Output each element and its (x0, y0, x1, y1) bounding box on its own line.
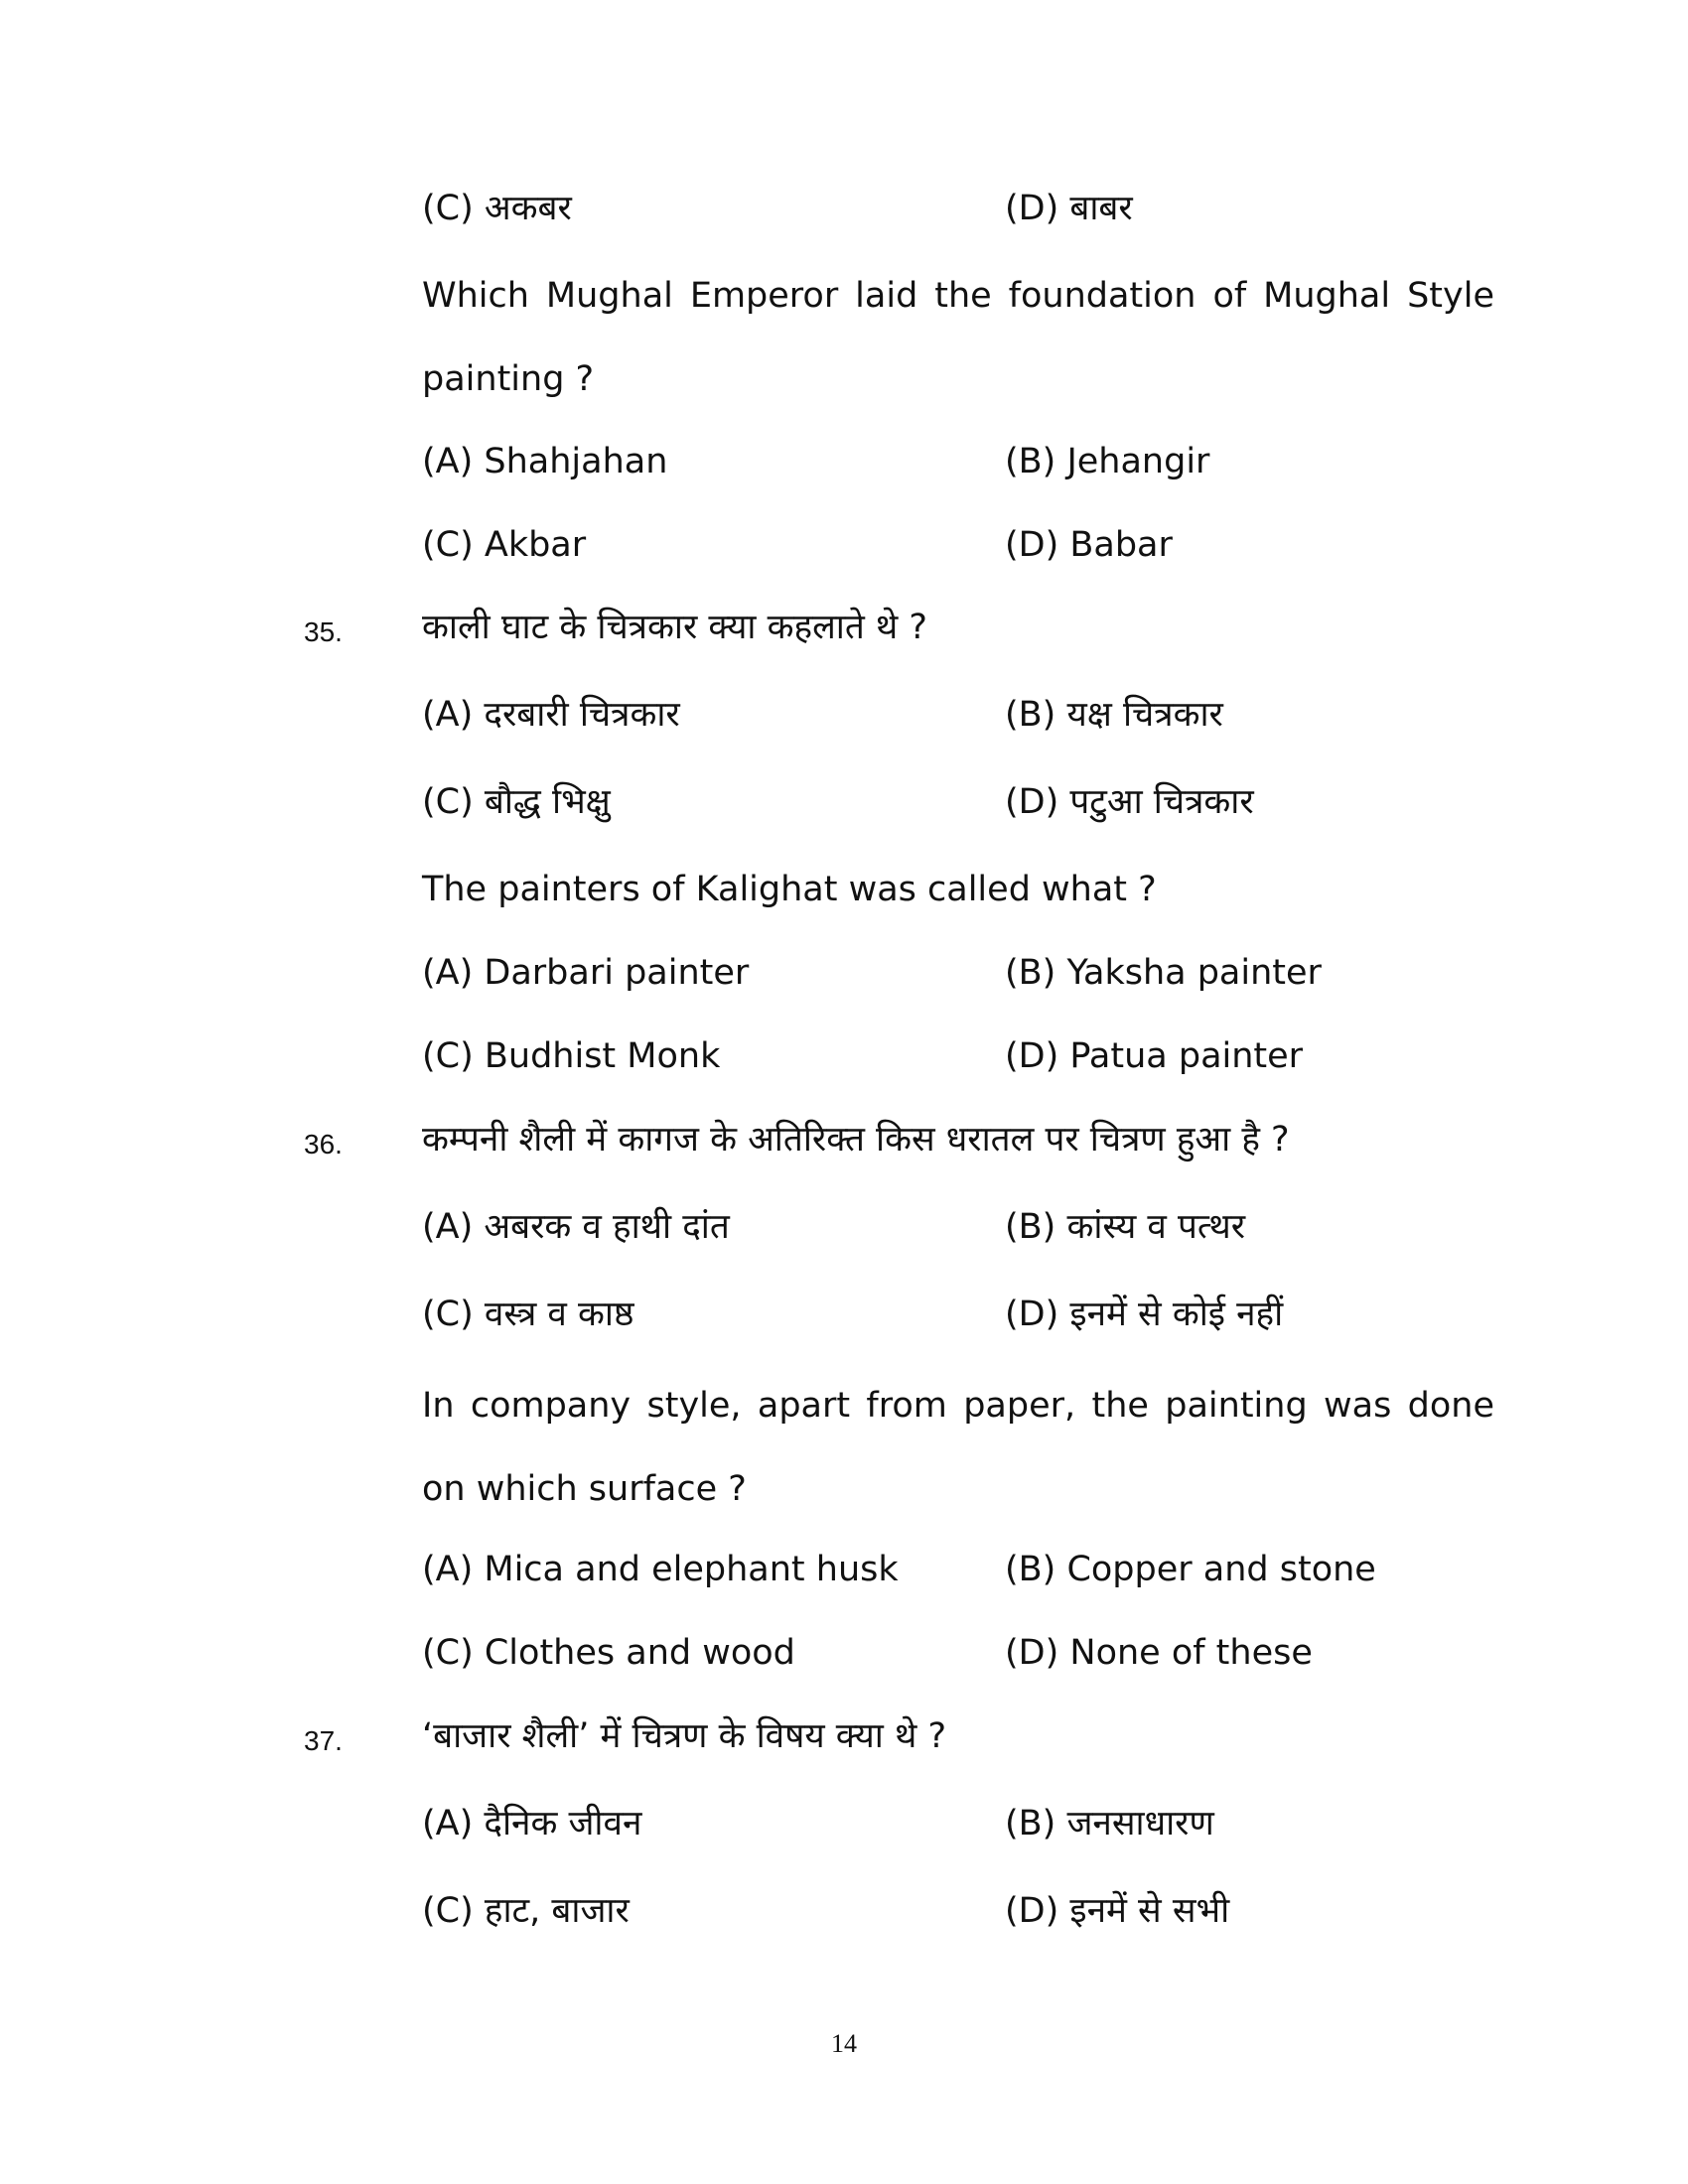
q36-number: 36. (304, 1129, 343, 1160)
q36-hi-option-b: (B) कांस्य व पत्थर (1005, 1207, 1246, 1247)
q36-en-option-c: (C) Clothes and wood (422, 1633, 795, 1673)
q36-en-option-a: (A) Mica and elephant husk (422, 1550, 899, 1589)
q36-hi-option-c: (C) वस्त्र व काष्ठ (422, 1295, 634, 1334)
q37-hi-question: ‘बाजार शैली’ में चित्रण के विषय क्या थे ? (422, 1716, 947, 1756)
q34-en-option-a: (A) Shahjahan (422, 442, 668, 481)
q35-en-option-d: (D) Patua painter (1005, 1036, 1304, 1076)
q35-hi-question: काली घाट के चित्रकार क्या कहलाते थे ? (422, 608, 928, 647)
q34-hi-option-d: (D) बाबर (1005, 189, 1133, 228)
q37-hi-option-b: (B) जनसाधारण (1005, 1804, 1214, 1843)
q34-hi-option-c: (C) अकबर (422, 189, 572, 228)
q36-hi-option-d: (D) इनमें से कोई नहीं (1005, 1295, 1284, 1334)
page-number: 14 (831, 2029, 857, 2058)
q34-en-option-d: (D) Babar (1005, 525, 1173, 565)
q34-en-option-b: (B) Jehangir (1005, 442, 1210, 481)
q35-en-question: The painters of Kalighat was called what ? (422, 870, 1157, 909)
q36-hi-question: कम्पनी शैली में कागज के अतिरिक्त किस धरातल पर चित्रण हुआ है ? (422, 1120, 1290, 1160)
q36-en-option-d: (D) None of these (1005, 1633, 1313, 1673)
q36-en-question: In company style, apart from paper, the painting was done on which surface ? (422, 1386, 1494, 1509)
q36-hi-option-a: (A) अबरक व हाथी दांत (422, 1207, 730, 1247)
q35-en-option-b: (B) Yaksha painter (1005, 953, 1322, 993)
q37-hi-option-d: (D) इनमें से सभी (1005, 1891, 1230, 1931)
q35-hi-option-a: (A) दरबारी चित्रकार (422, 695, 680, 735)
q37-number: 37. (304, 1725, 343, 1756)
q36-en-option-b: (B) Copper and stone (1005, 1550, 1376, 1589)
q34-en-question: Which Mughal Emperor laid the foundation of Mughal Style painting ? (422, 276, 1494, 399)
q34-en-option-c: (C) Akbar (422, 525, 587, 565)
q35-hi-option-d: (D) पटुआ चित्रकार (1005, 782, 1254, 822)
q37-hi-option-a: (A) दैनिक जीवन (422, 1804, 642, 1843)
q35-en-option-a: (A) Darbari painter (422, 953, 750, 993)
q35-hi-option-b: (B) यक्ष चित्रकार (1005, 695, 1223, 735)
q35-hi-option-c: (C) बौद्ध भिक्षु (422, 782, 611, 822)
q37-hi-option-c: (C) हाट, बाजार (422, 1891, 630, 1931)
q35-en-option-c: (C) Budhist Monk (422, 1036, 721, 1076)
q35-number: 35. (304, 616, 343, 647)
